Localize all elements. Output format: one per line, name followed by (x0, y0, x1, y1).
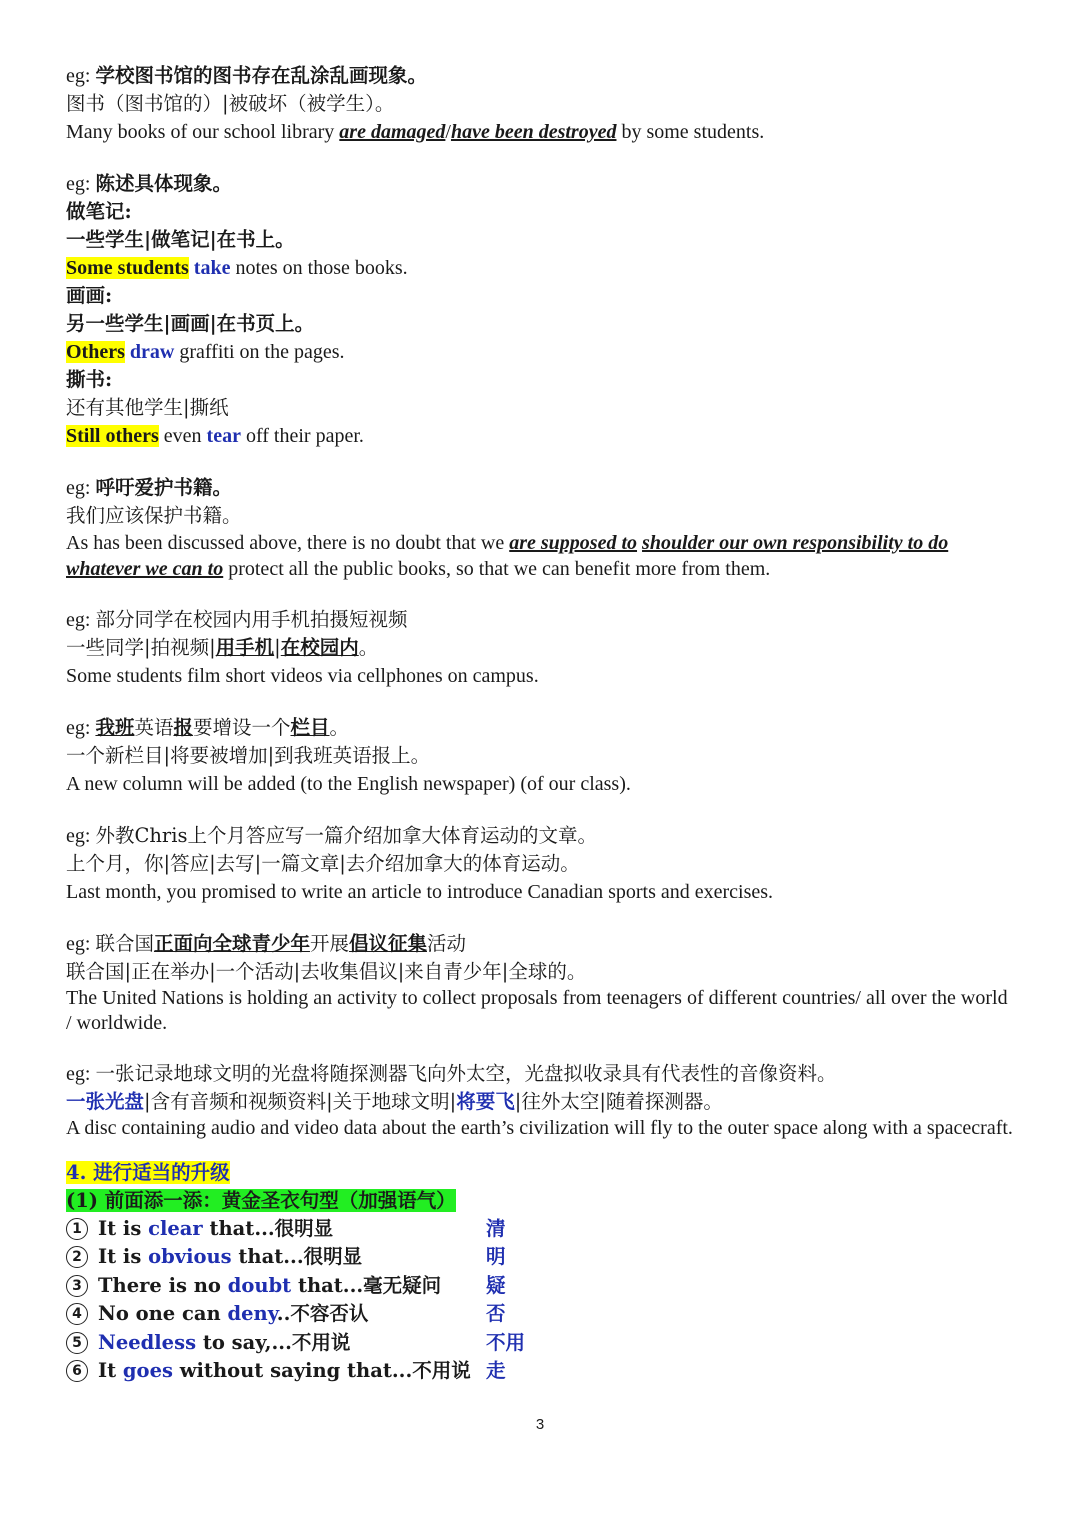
keyword: Needless (98, 1330, 197, 1354)
example-title: eg: 呼吁爱护书籍。 (66, 476, 232, 499)
sub-heading: 画画: (66, 284, 113, 307)
english-sentence: A new column will be added (to the English newspaper) (of our class). (66, 773, 631, 795)
keyword: goes (122, 1358, 173, 1382)
chinese-breakdown: 一些学生|做笔记|在书上。 (66, 228, 295, 251)
keyword: doubt (227, 1273, 292, 1297)
chinese-breakdown: 一些同学|拍视频|用手机|在校园内。 (66, 636, 379, 659)
key-phrase: are supposed to (509, 532, 638, 554)
section-heading: 4. 进行适当的升级 (66, 1161, 230, 1184)
english-sentence: Others draw graffiti on the pages. (66, 341, 345, 363)
list-item: 3 There is no doubt that...毫无疑问 疑 (66, 1272, 1018, 1300)
example-title: eg: 我班英语报要增设一个栏目。 (66, 716, 350, 739)
circled-number: 4 (66, 1303, 88, 1325)
list-item: 1 It is clear that...很明显 清 (66, 1215, 1018, 1243)
document-page (66, 62, 1018, 1385)
key-phrase: have been destroyed (450, 121, 617, 143)
sub-heading: 做笔记: (66, 200, 132, 223)
english-sentence: Some students film short videos via cellphones on campus. (66, 665, 539, 687)
highlighted-subject: Still others (66, 425, 159, 447)
english-sentence: Some students take notes on those books. (66, 257, 408, 279)
mnemonic-char: 清 (486, 1217, 506, 1240)
example-title: eg: 联合国正面向全球青少年开展倡议征集活动 (66, 932, 467, 955)
chinese-breakdown: 一张光盘|含有音频和视频资料|关于地球文明|将要飞|往外太空|随着探测器。 (66, 1090, 723, 1113)
mnemonic-char: 不用 (486, 1330, 526, 1354)
chinese-breakdown: 联合国|正在举办|一个活动|去收集倡议|来自青少年|全球的。 (66, 960, 587, 983)
example-title: eg: 部分同学在校园内用手机拍摄短视频 (66, 608, 408, 631)
chinese-prompt: 呼吁爱护书籍。 (95, 476, 232, 499)
chinese-prompt: 部分同学在校园内用手机拍摄短视频 (95, 608, 408, 631)
chinese-breakdown: 我们应该保护书籍。 (66, 504, 242, 527)
example-title: eg: 外教Chris上个月答应写一篇介绍加拿大体育运动的文章。 (66, 824, 597, 847)
highlighted-subject: Others (66, 341, 125, 363)
example-title: eg: 陈述具体现象。 (66, 172, 232, 195)
highlighted-subject: Some students (66, 257, 189, 279)
circled-number: 6 (66, 1360, 88, 1382)
mnemonic-char: 否 (486, 1302, 506, 1326)
verb-keyword: tear (206, 425, 241, 447)
circled-number: 5 (66, 1332, 88, 1354)
chinese-prompt: 陈述具体现象。 (95, 172, 232, 195)
key-phrase: shoulder our own responsibility to do whatever we can to (66, 532, 949, 580)
chinese-prompt: 学校图书馆的图书存在乱涂乱画现象。 (95, 64, 427, 87)
mnemonic-char: 走 (486, 1358, 506, 1382)
chinese-prompt: 外教Chris上个月答应写一篇介绍加拿大体育运动的文章。 (95, 824, 597, 847)
example-title: eg: 一张记录地球文明的光盘将随探测器飞向外太空，光盘拟收录具有代表性的音像资料。 (66, 1062, 837, 1085)
chinese-breakdown: 一个新栏目|将要被增加|到我班英语报上。 (66, 744, 431, 767)
keyword: obvious (148, 1245, 232, 1269)
sub-heading: 撕书: (66, 368, 113, 391)
keyword: clear (148, 1217, 203, 1240)
english-sentence: Still others even tear off their paper. (66, 425, 364, 447)
chinese-breakdown: 图书（图书馆的）|被破坏（被学生）。 (66, 92, 395, 115)
mnemonic-char: 疑 (486, 1273, 506, 1297)
key-phrase: are damaged (339, 121, 446, 143)
english-sentence: Last month, you promised to write an article to introduce Canadian sports and exercises. (66, 881, 774, 903)
page-number: 3 (535, 1416, 545, 1433)
circled-number: 3 (66, 1275, 88, 1297)
english-sentence: The United Nations is holding an activity to collect proposals from teenagers of different countries/ all over the world / worldwide. (66, 987, 1008, 1034)
list-item: 5 Needless to say,...不用说 不用 (66, 1329, 1018, 1357)
list-item: 2 It is obvious that...很明显 明 (66, 1243, 1018, 1271)
verb-keyword: draw (129, 341, 175, 363)
english-sentence: As has been discussed above, there is no doubt that we are supposed to shoulder our own responsibility to do whatever we can to protect all the public books, so that we can benefit more from them. (66, 532, 949, 580)
chinese-breakdown: 还有其他学生|撕纸 (66, 396, 229, 419)
chinese-prompt: 一张记录地球文明的光盘将随探测器飞向外太空，光盘拟收录具有代表性的音像资料。 (95, 1062, 837, 1085)
circled-number: 2 (66, 1246, 88, 1268)
verb-keyword: take (193, 257, 231, 279)
chinese-breakdown: 上个月，你|答应|去写|一篇文章|去介绍加拿大的体育运动。 (66, 852, 580, 875)
english-sentence: A disc containing audio and video data about the earth’s civilization will fly to the outer space along with a spacecraft. (66, 1117, 1013, 1139)
mnemonic-char: 明 (486, 1245, 506, 1269)
phrase-list (66, 1215, 1018, 1385)
keyword: deny (227, 1302, 277, 1326)
example-title: eg: 学校图书馆的图书存在乱涂乱画现象。 (66, 64, 427, 87)
section-subheading: (1) 前面添一添：黄金圣衣句型（加强语气） (66, 1189, 456, 1212)
circled-number: 1 (66, 1218, 88, 1240)
list-item: 6 It goes without saying that...不用说 走 (66, 1357, 1018, 1385)
list-item: 4 No one can deny..不容否认 否 (66, 1300, 1018, 1328)
chinese-breakdown: 另一些学生|画画|在书页上。 (66, 312, 315, 335)
english-sentence: Many books of our school library are damaged/have been destroyed by some students. (66, 121, 765, 143)
